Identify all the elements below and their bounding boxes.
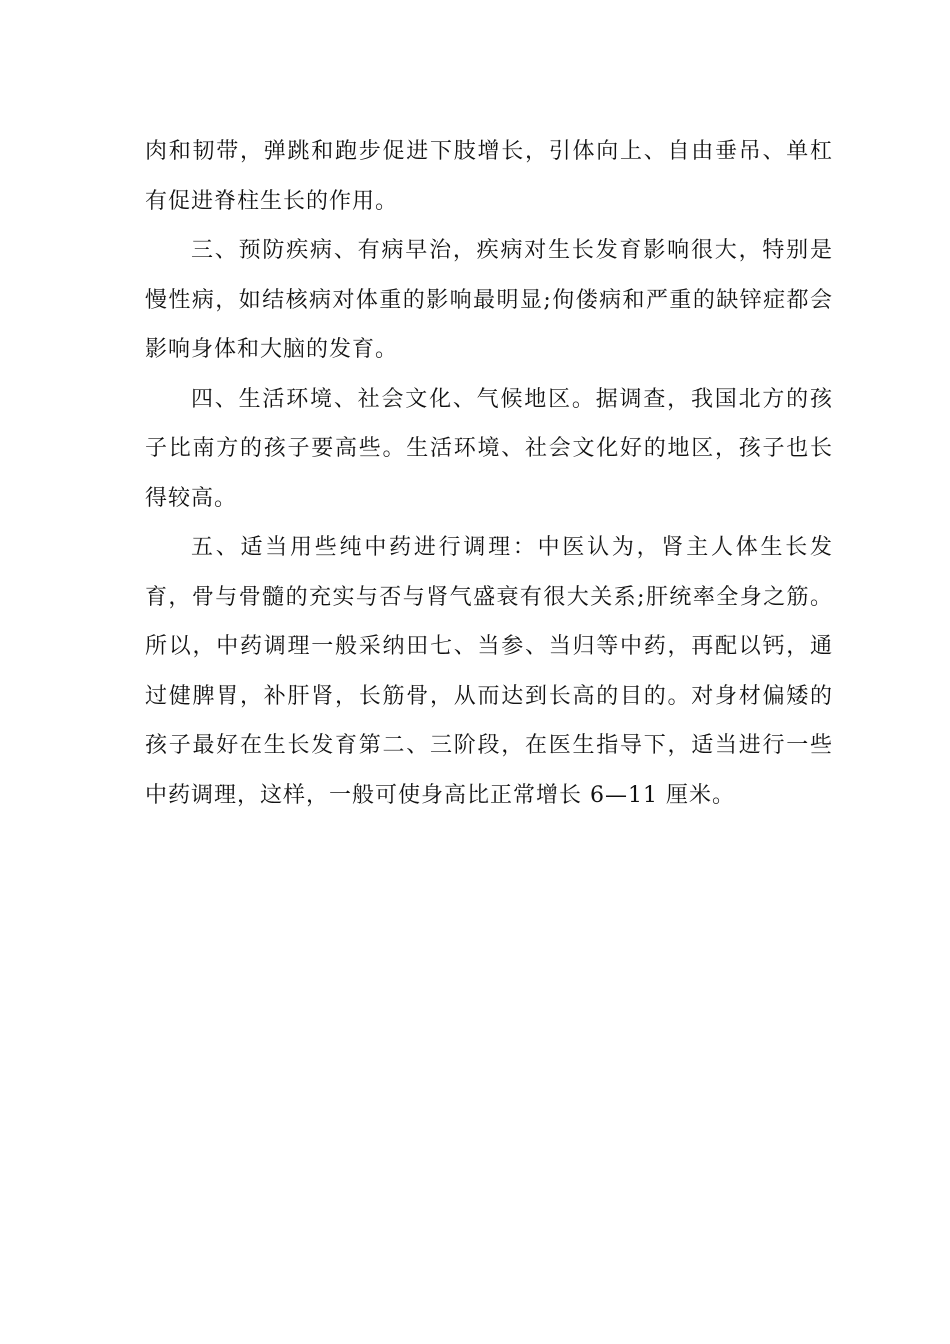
paragraph-herbal-conditioning: 五、适当用些纯中药进行调理：中医认为，肾主人体生长发育，骨与骨髓的充实与否与肾气盛衰有很大关系;肝统率全身之筋。所以，中药调理一般采纳田七、当参、当归等中药，再配以钙，通过健脾胃，补肝肾，长筋骨，从而达到长高的目的。对身材偏矮的孩子最好在生长发育第二、三阶段，在医生指导下，适当进行一些中药调理，这样，一般可使身高比正常增长 6—11 厘米。 — [145, 535, 833, 808]
paragraph-living-environment: 四、生活环境、社会文化、气候地区。据调查，我国北方的孩子比南方的孩子要高些。生活环境、社会文化好的地区，孩子也长得较高。 — [145, 386, 833, 511]
paragraph-continuation: 肉和韧带，弹跳和跑步促进下肢增长，引体向上、自由垂吊、单杠有促进脊柱生长的作用。 — [145, 139, 833, 214]
document-body — [145, 127, 833, 820]
paragraph-disease-prevention: 三、预防疾病、有病早治，疾病对生长发育影响很大，特别是慢性病，如结核病对体重的影响最明显;佝偻病和严重的缺锌症都会影响身体和大脑的发育。 — [145, 238, 833, 362]
